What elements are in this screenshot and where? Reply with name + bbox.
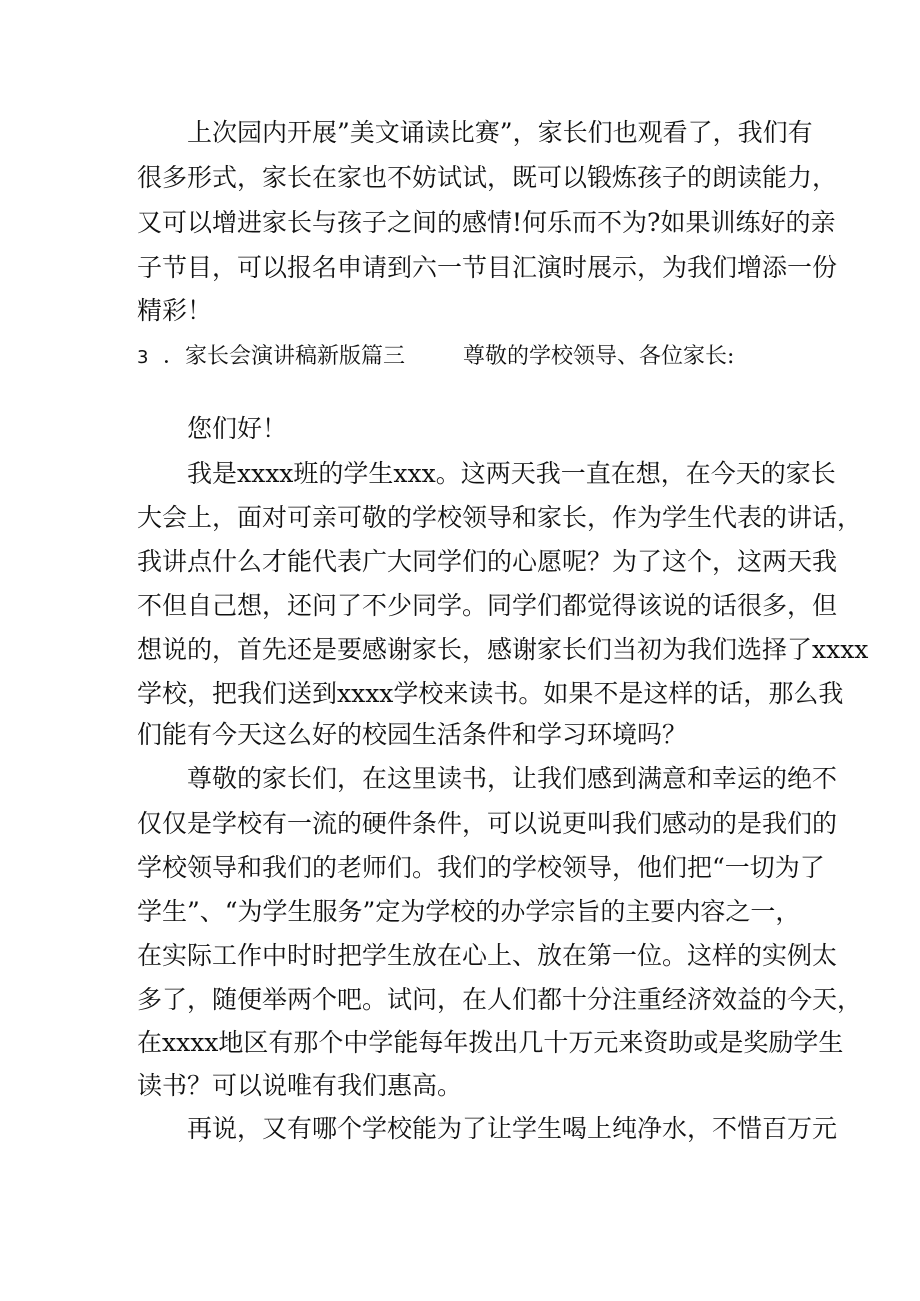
paragraph-4-line-5: 在实际工作中时时把学生放在心上、放在第一位。这样的实例太: [137, 941, 838, 970]
paragraph-5-line-1: 再说，又有哪个学校能为了让学生喝上纯净水，不惜百万元: [187, 1114, 838, 1143]
paragraph-3-line-5: 想说的，首先还是要感谢家长，感谢家长们当初为我们选择了xxxx: [137, 635, 869, 664]
section-title: ．家长会演讲稿新版篇三: [163, 344, 406, 369]
paragraph-3-line-7: 们能有今天这么好的校园生活条件和学习环境吗？: [137, 720, 688, 749]
paragraph-3-line-2: 大会上，面对可亲可敬的学校领导和家长，作为学生代表的讲话，: [137, 503, 863, 532]
paragraph-3-line-3: 我讲点什么才能代表广大同学们的心愿呢？为了这个，这两天我: [137, 547, 838, 576]
paragraph-4-line-1: 尊敬的家长们，在这里读书，让我们感到满意和幸运的绝不: [187, 764, 838, 793]
paragraph-1-line-3: 又可以增进家长与孩子之间的感情!何乐而不为?如果训练好的亲: [137, 208, 836, 237]
paragraph-4-line-7: 在xxxx地区有那个中学能每年拨出几十万元来资助或是奖励学生: [137, 1028, 844, 1057]
paragraph-4-line-2: 仅仅是学校有一流的硬件条件，可以说更叫我们感动的是我们的: [137, 809, 838, 838]
paragraph-1-line-2: 很多形式，家长在家也不妨试试，既可以锻炼孩子的朗读能力，: [137, 163, 838, 192]
paragraph-1-line-4: 子节目，可以报名申请到六一节目汇演时展示，为我们增添一份: [137, 253, 838, 282]
section-heading: [137, 340, 785, 375]
paragraph-4-line-6: 多了，随便举两个吧。试问，在人们都十分注重经济效益的今天，: [137, 985, 863, 1014]
paragraph-4-line-4: 学生”、“为学生服务”定为学校的办学宗旨的主要内容之一，: [137, 897, 801, 926]
paragraph-4-line-8: 读书？可以说唯有我们惠高。: [137, 1071, 463, 1100]
paragraph-1-line-5: 精彩！: [137, 296, 213, 325]
section-number: 3: [137, 347, 149, 368]
paragraph-3-line-6: 学校，把我们送到xxxx学校来读书。如果不是这样的话，那么我: [137, 679, 844, 708]
greeting-line: 您们好！: [187, 414, 288, 443]
paragraph-4-line-3: 学校领导和我们的老师们。我们的学校领导，他们把“一切为了: [137, 853, 825, 882]
paragraph-1-line-1: 上次园内开展”美文诵读比赛”，家长们也观看了，我们有: [187, 118, 813, 147]
salutation: 尊敬的学校领导、各位家长:: [463, 344, 735, 369]
paragraph-3-line-4: 不但自己想，还问了不少同学。同学们都觉得该说的话很多，但: [137, 591, 838, 620]
paragraph-3-line-1: 我是xxxx班的学生xxx。这两天我一直在想，在今天的家长: [187, 459, 836, 488]
